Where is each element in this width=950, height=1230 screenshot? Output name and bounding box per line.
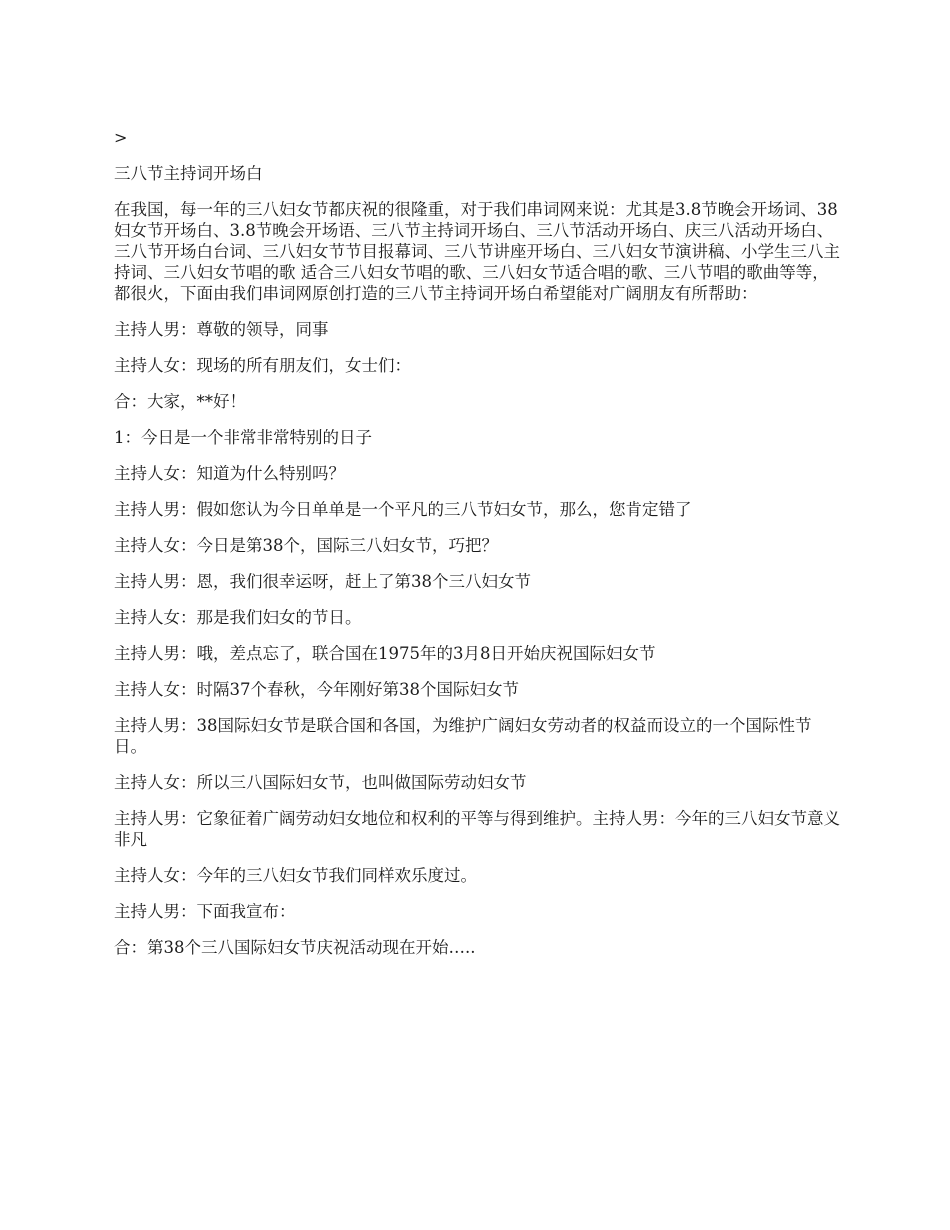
dialogue-line: 主持人女：今年的三八妇女节我们同样欢乐度过。 bbox=[114, 866, 477, 885]
dialogue-line: 主持人男：下面我宣布： bbox=[114, 902, 296, 921]
dialogue-line: 主持人女：时隔37个春秋，今年刚好第38个国际妇女节 bbox=[114, 680, 519, 699]
intro-paragraph: 在我国，每一年的三八妇女节都庆祝的很隆重，对于我们串词网来说：尤其是3.8节晚会开场词、38妇女节开场白、3.8节晚会开场语、三八节主持词开场白、三八节活动开场白、庆三八活动开场白、三八节开场白台词、三八妇女节节目报幕词、三八节讲座开场白、三八妇女节演讲稿、小学生三八主持词、三八妇女节唱的歌 适合三八妇女节唱的歌、三八妇女节适合唱的歌、三八节唱的歌曲等等，都很火，下面由我们串词网原创打造的三八节主持词开场白希望能对广阔朋友有所帮助： bbox=[114, 200, 840, 303]
document-title: 三八节主持词开场白 bbox=[114, 164, 263, 183]
dialogue-line: 主持人男：38国际妇女节是联合国和各国，为维护广阔妇女劳动者的权益而设立的一个国际性节日。 bbox=[114, 716, 812, 756]
dialogue-line: 主持人男：它象征着广阔劳动妇女地位和权利的平等与得到维护。主持人男：今年的三八妇女节意义非凡 bbox=[114, 809, 840, 849]
dialogue-line: 合：第38个三八国际妇女节庆祝活动现在开始….. bbox=[114, 938, 476, 957]
dialogue-line: 主持人男：哦，差点忘了，联合国在1975年的3月8日开始庆祝国际妇女节 bbox=[114, 644, 656, 663]
dialogue-line: 主持人女：知道为什么特别吗？ bbox=[114, 464, 345, 483]
dialogue-line: 主持人男：尊敬的领导，同事 bbox=[114, 320, 329, 339]
dialogue-line: 主持人男：恩，我们很幸运呀，赶上了第38个三八妇女节 bbox=[114, 572, 531, 591]
dialogue-line: 主持人女：那是我们妇女的节日。 bbox=[114, 608, 362, 627]
dialogue-line: 主持人女：所以三八国际妇女节，也叫做国际劳动妇女节 bbox=[114, 773, 527, 792]
dialogue-line: 合：大家，**好！ bbox=[114, 392, 246, 411]
document-page bbox=[114, 128, 842, 973]
dialogue-line: 主持人男：假如您认为今日单单是一个平凡的三八节妇女节，那么，您肯定错了 bbox=[114, 500, 692, 519]
dialogue-line: 主持人女：今日是第38个，国际三八妇女节，巧把？ bbox=[114, 536, 498, 555]
page-marker: > bbox=[114, 128, 128, 147]
dialogue-line: 1：今日是一个非常非常特别的日子 bbox=[114, 428, 372, 447]
dialogue-line: 主持人女：现场的所有朋友们，女士们： bbox=[114, 356, 411, 375]
